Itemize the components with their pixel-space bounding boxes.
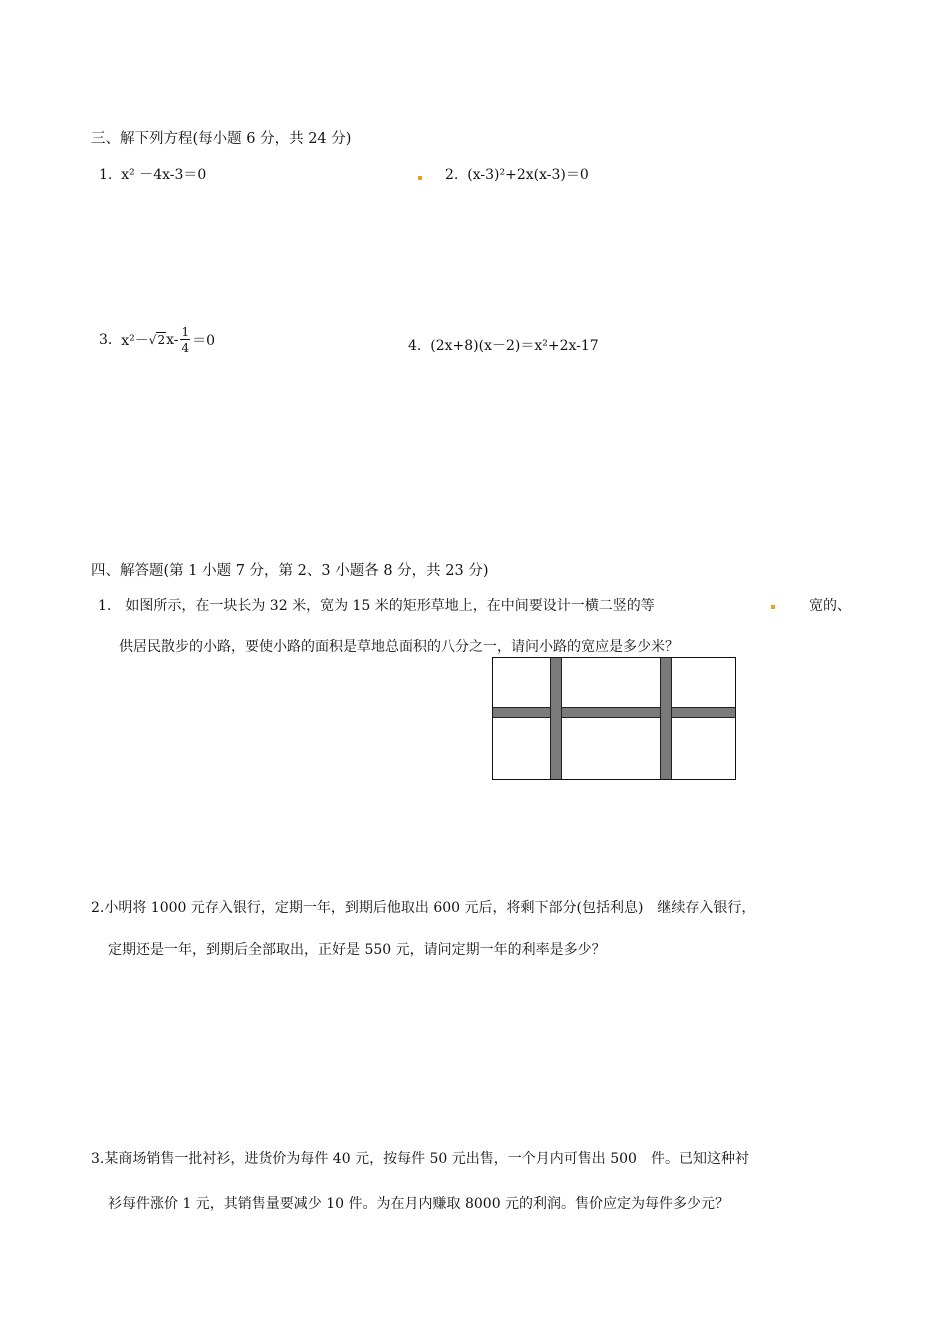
equation-3: [99, 326, 215, 354]
equation-4: [408, 335, 599, 355]
fraction-denominator: 4: [181, 341, 190, 355]
problem-1-line-1-tail: 宽的、: [809, 598, 851, 614]
equation-2-number: 2.: [445, 167, 459, 183]
section-3-heading: 三、解下列方程(每小题 6 分，共 24 分): [91, 131, 352, 147]
sqrt-symbol: √2: [148, 333, 166, 347]
equation-1-text: x² －4x-3＝0: [121, 167, 207, 183]
sqrt-radicand: 2: [157, 333, 166, 347]
equation-3-part-a: x²－: [121, 333, 149, 349]
problem-3-line-1: 3.某商场销售一批衬衫，进货价为每件 40 元，按每件 50 元出售，一个月内可售出 500 件。已知这种衬: [91, 1151, 749, 1167]
fraction: [180, 326, 190, 354]
equation-3-part-b: x-: [166, 332, 179, 348]
section-4-heading: 四、解答题(第 1 小题 7 分，第 2、3 小题各 8 分，共 23 分): [91, 563, 489, 579]
equation-1-number: 1.: [99, 167, 113, 183]
marker-dot: [771, 605, 775, 609]
equation-3-number: 3.: [99, 332, 113, 348]
problem-3-line-2: 衫每件涨价 1 元，其销售量要减少 10 件。为在月内赚取 8000 元的利润。售价应定为每件多少元？: [108, 1196, 730, 1212]
equation-4-number: 4.: [408, 338, 422, 354]
fraction-numerator: 1: [181, 325, 190, 339]
vertical-path-left: [550, 658, 562, 779]
problem-1-line-2: 供居民散步的小路，要使小路的面积是草地总面积的八分之一，请问小路的宽应是多少米？: [119, 639, 679, 655]
lawn-diagram: [492, 657, 736, 780]
problem-2-line-1: 2.小明将 1000 元存入银行，定期一年，到期后他取出 600 元后，将剩下部分(包括利息) 继续存入银行，: [91, 900, 756, 916]
equation-2: [445, 164, 589, 184]
equation-2-text: (x-3)²+2x(x-3)＝0: [467, 167, 589, 183]
equation-1: [99, 164, 206, 184]
vertical-path-right: [660, 658, 672, 779]
problem-2-line-2: 定期还是一年，到期后全部取出，正好是 550 元，请问定期一年的利率是多少？: [108, 942, 606, 958]
horizontal-path: [493, 707, 735, 718]
problem-1-line-1: 1. 如图所示，在一块长为 32 米，宽为 15 米的矩形草地上，在中间要设计一横二竖的等: [98, 598, 655, 614]
equation-4-text: (2x+8)(x－2)＝x²+2x-17: [430, 338, 599, 354]
marker-dot: [418, 176, 422, 180]
equation-3-part-c: ＝0: [192, 333, 216, 349]
